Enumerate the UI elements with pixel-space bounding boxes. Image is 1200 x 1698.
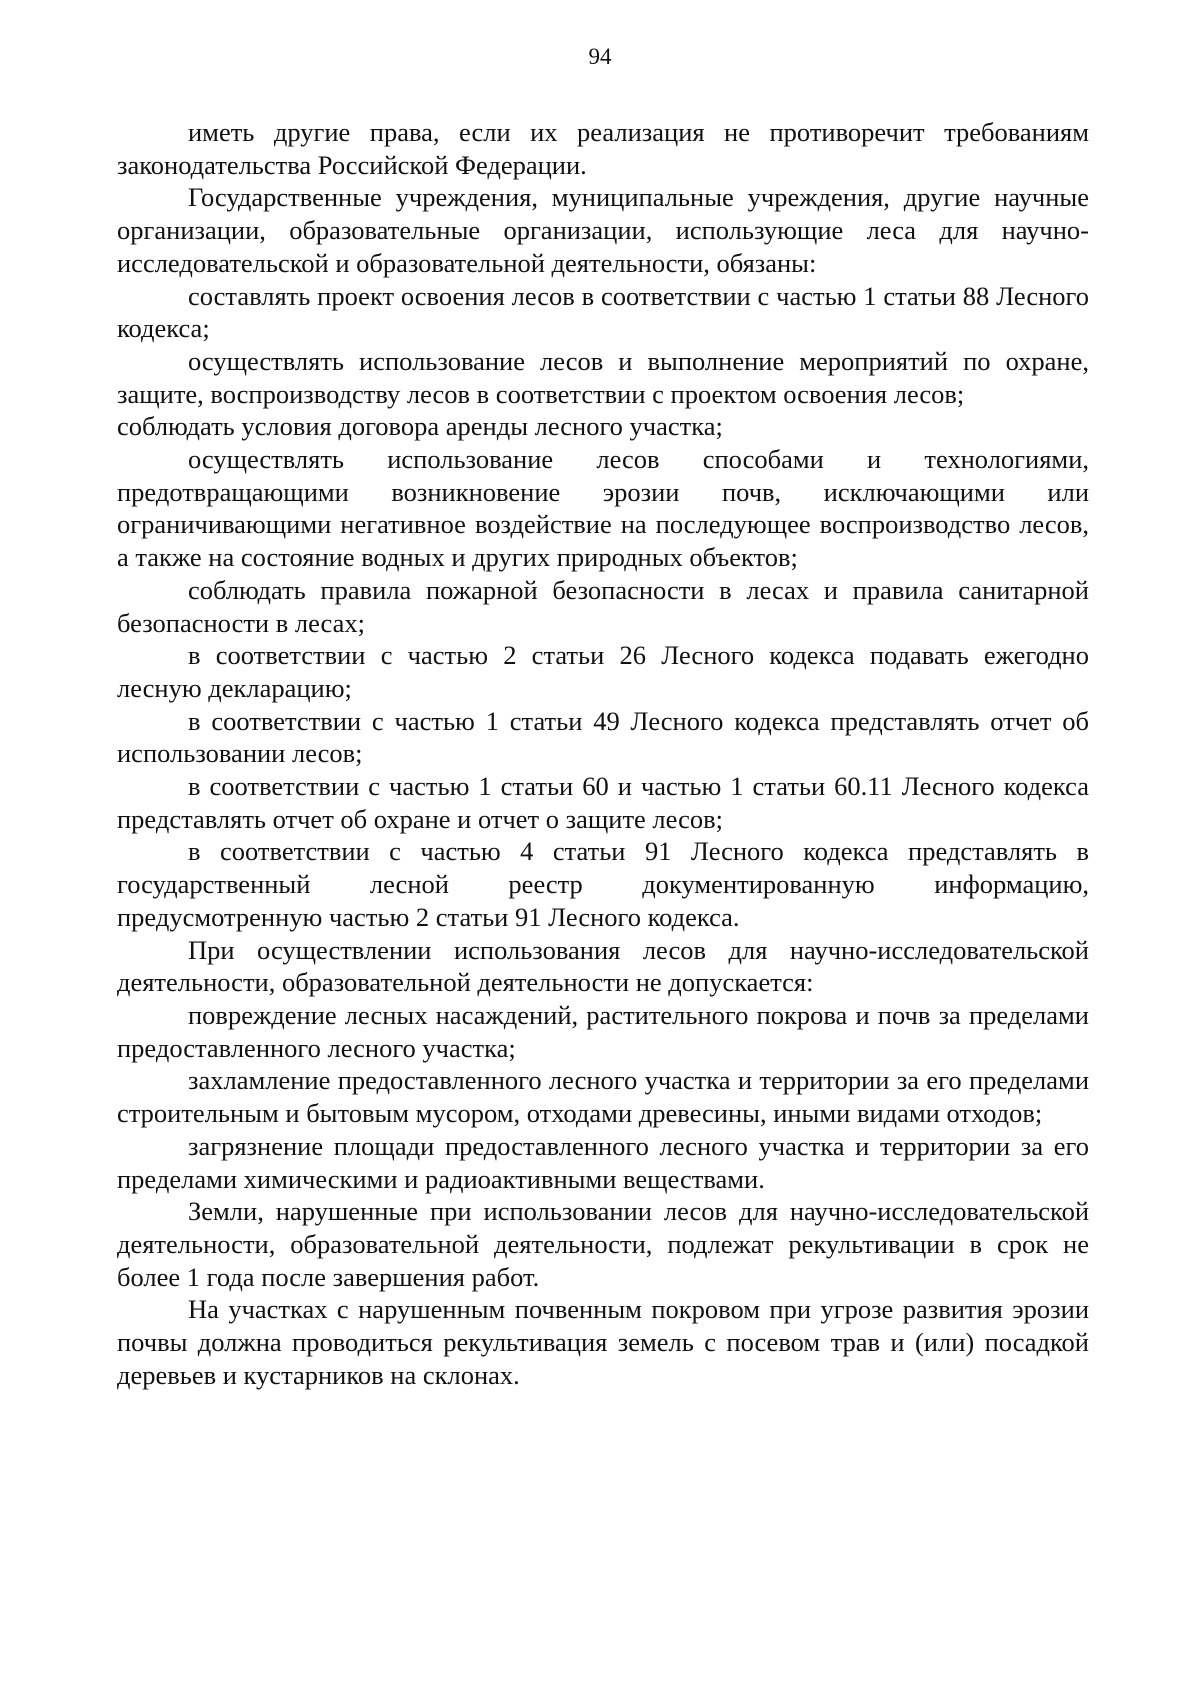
paragraph: На участках с нарушенным почвенным покровом при угрозе развития эрозии почвы должна проводиться рекультивация земель с посевом трав и (или) посадкой деревьев и кустарников на склонах. [117,1294,1089,1390]
paragraph: Государственные учреждения, муниципальные учреждения, другие научные организации, образовательные организации, использующие леса для научно-исследовательской и образовательной деятельности, обязаны: [117,182,1089,278]
paragraph: При осуществлении использования лесов для научно-исследовательской деятельности, образовательной деятельности не допускается: [117,934,1089,998]
paragraph: соблюдать правила пожарной безопасности в лесах и правила санитарной безопасности в лесах; [117,574,1089,638]
paragraph: осуществлять использование лесов и выполнение мероприятий по охране, защите, воспроизводству лесов в соответствии с проектом освоения лесов; [117,345,1089,409]
paragraph: составлять проект освоения лесов в соответствии с частью 1 статьи 88 Лесного кодекса; [117,280,1089,344]
paragraph: иметь другие права, если их реализация не противоречит требованиям законодательства Российской Федерации. [117,117,1089,180]
paragraph: загрязнение площади предоставленного лесного участка и территории за его пределами химическими и радиоактивными веществами. [117,1130,1089,1194]
paragraph: в соответствии с частью 4 статьи 91 Лесного кодекса представлять в государственный лесной реестр документированную информацию, предусмотренную частью 2 статьи 91 Лесного кодекса. [117,836,1089,932]
paragraph: повреждение лесных насаждений, растительного покрова и почв за пределами предоставленного лесного участка; [117,999,1089,1063]
paragraph: захламление предоставленного лесного участка и территории за его пределами строительным и бытовым мусором, отходами древесины, иными видами отходов; [117,1065,1089,1129]
paragraph: Земли, нарушенные при использовании лесов для научно-исследовательской деятельности, образовательной деятельности, подлежат рекультивации в срок не более 1 года после завершения работ. [117,1196,1089,1292]
paragraph: в соответствии с частью 1 статьи 49 Лесного кодекса представлять отчет об использовании лесов; [117,705,1089,769]
document-body [117,116,1089,1391]
paragraph: осуществлять использование лесов способами и технологиями, предотвращающими возникновение эрозии почв, исключающими или ограничивающими негативное воздействие на последующее воспроизводство лесов, а также на состояние водных и других природных объектов; [117,444,1089,573]
paragraph: соблюдать условия договора аренды лесного участка; [117,411,723,442]
page-number: 94 [588,44,612,69]
paragraph: в соответствии с частью 2 статьи 26 Лесного кодекса подавать ежегодно лесную декларацию; [117,640,1089,703]
paragraph: в соответствии с частью 1 статьи 60 и частью 1 статьи 60.11 Лесного кодекса представлять отчет об охране и отчет о защите лесов; [117,771,1089,834]
